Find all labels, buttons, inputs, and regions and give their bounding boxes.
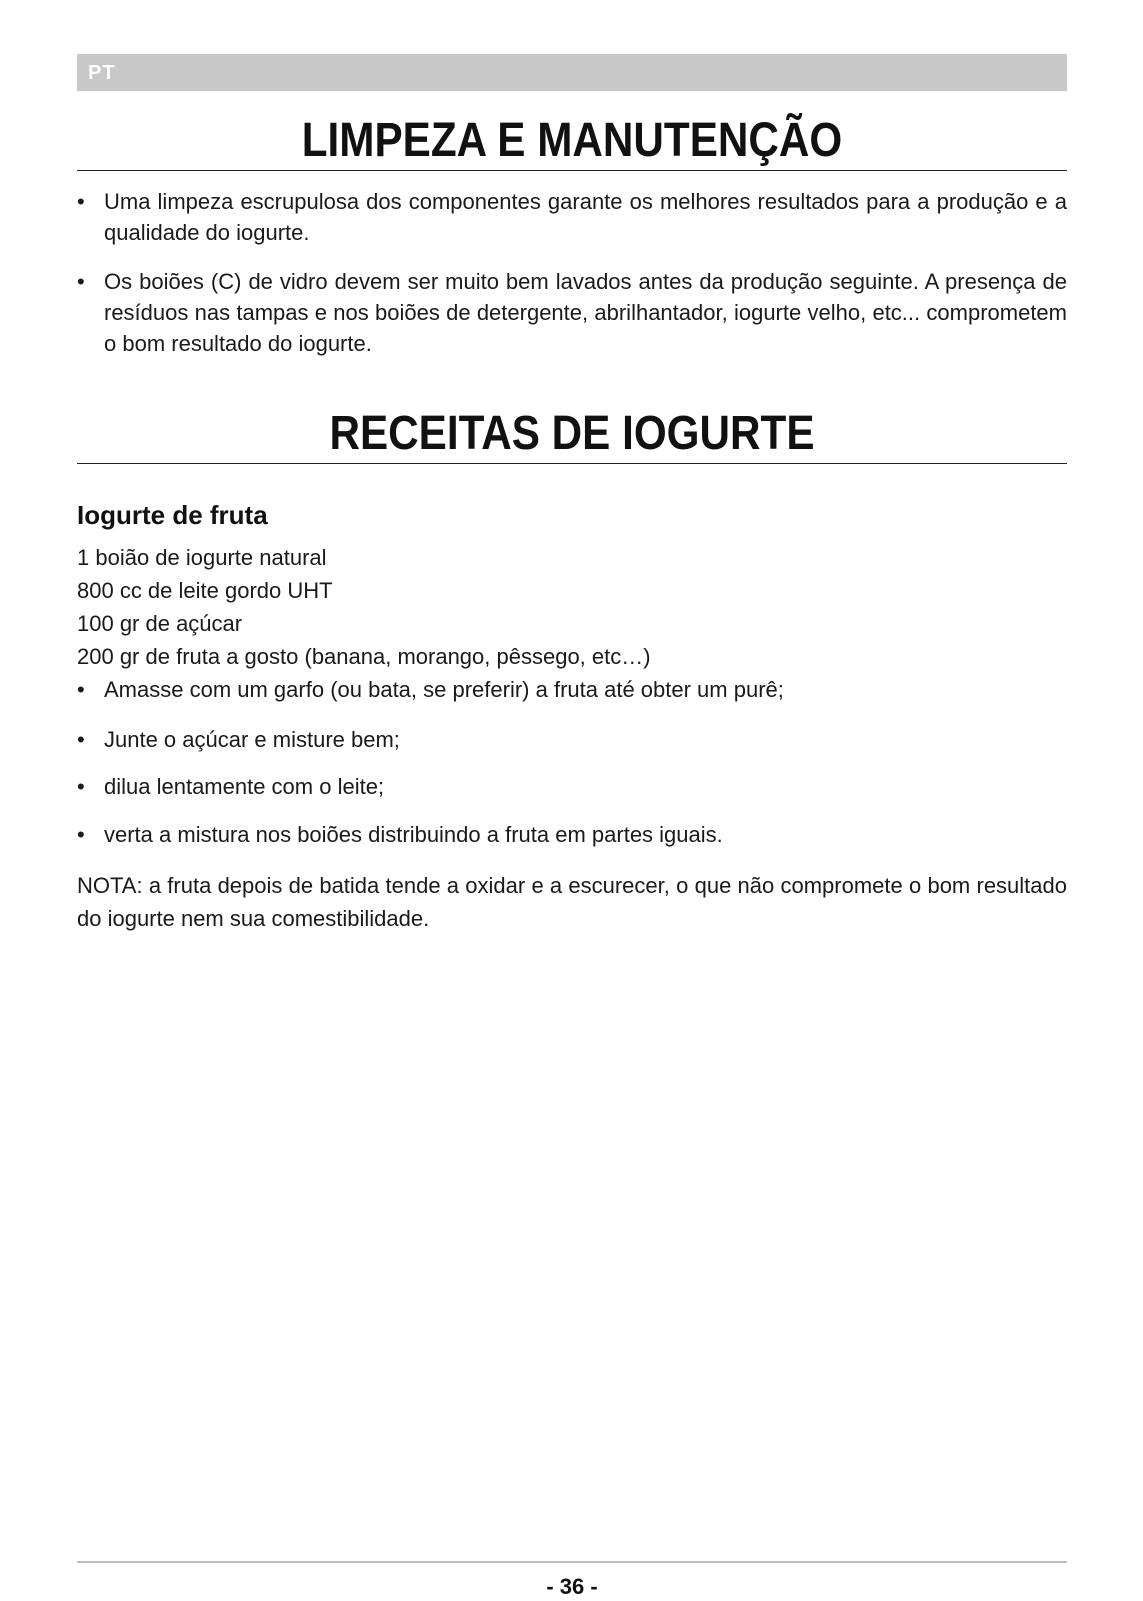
recipes-title-underline [77, 463, 1067, 464]
recipe-step-text: dilua lentamente com o leite; [104, 774, 385, 799]
recipes-section-title: RECEITAS DE IOGURTE [329, 407, 815, 460]
bullet-point: • [77, 269, 85, 294]
recipe-step-2 [77, 724, 1067, 755]
recipe-step-text: Junte o açúcar e misture bem; [104, 727, 400, 752]
cleaning-title-underline [77, 170, 1067, 171]
recipe-note: NOTA: a fruta depois de batida tende a oxidar e a escurecer, o que não compromete o bom resultado do iogurte nem sua comestibilidade. [77, 873, 1067, 931]
cleaning-bullet-1 [77, 186, 1067, 248]
cleaning-bullet-text: Uma limpeza escrupulosa dos componentes garante os melhores resultados para a produção e a qualidade do iogurte. [104, 189, 1067, 245]
cleaning-bullet-2 [77, 266, 1067, 359]
bullet-point: • [77, 774, 85, 799]
bullet-point: • [77, 189, 85, 214]
ingredient-line: 200 gr de fruta a gosto (banana, morango, pêssego, etc…) [77, 644, 651, 669]
language-bar [77, 54, 1067, 91]
ingredient-line: 800 cc de leite gordo UHT [77, 578, 333, 603]
cleaning-bullet-text: Os boiões (C) de vidro devem ser muito bem lavados antes da produção seguinte. A presença de resíduos nas tampas e nos boiões de detergente, abrilhantador, iogurte velho, etc... comprometem o bom resultado do iogurte. [104, 269, 1067, 356]
bullet-point: • [77, 677, 85, 702]
recipe-title: Iogurte de fruta [77, 500, 268, 530]
bullet-point: • [77, 822, 85, 847]
recipe-step-text: Amasse com um garfo (ou bata, se preferir) a fruta até obter um purê; [104, 677, 784, 702]
page-number: - 36 - [546, 1574, 598, 1599]
recipe-step-4 [77, 819, 1067, 850]
ingredient-line: 100 gr de açúcar [77, 611, 243, 636]
language-label: PT [88, 62, 116, 84]
recipe-step-1 [77, 674, 1067, 705]
ingredient-line: 1 boião de iogurte natural [77, 545, 327, 570]
recipe-step-text: verta a mistura nos boiões distribuindo a fruta em partes iguais. [104, 822, 723, 847]
recipe-step-3 [77, 771, 1067, 802]
bullet-point: • [77, 727, 85, 752]
cleaning-section-title: LIMPEZA E MANUTENÇÃO [301, 114, 843, 167]
footer-divider [77, 1561, 1067, 1563]
